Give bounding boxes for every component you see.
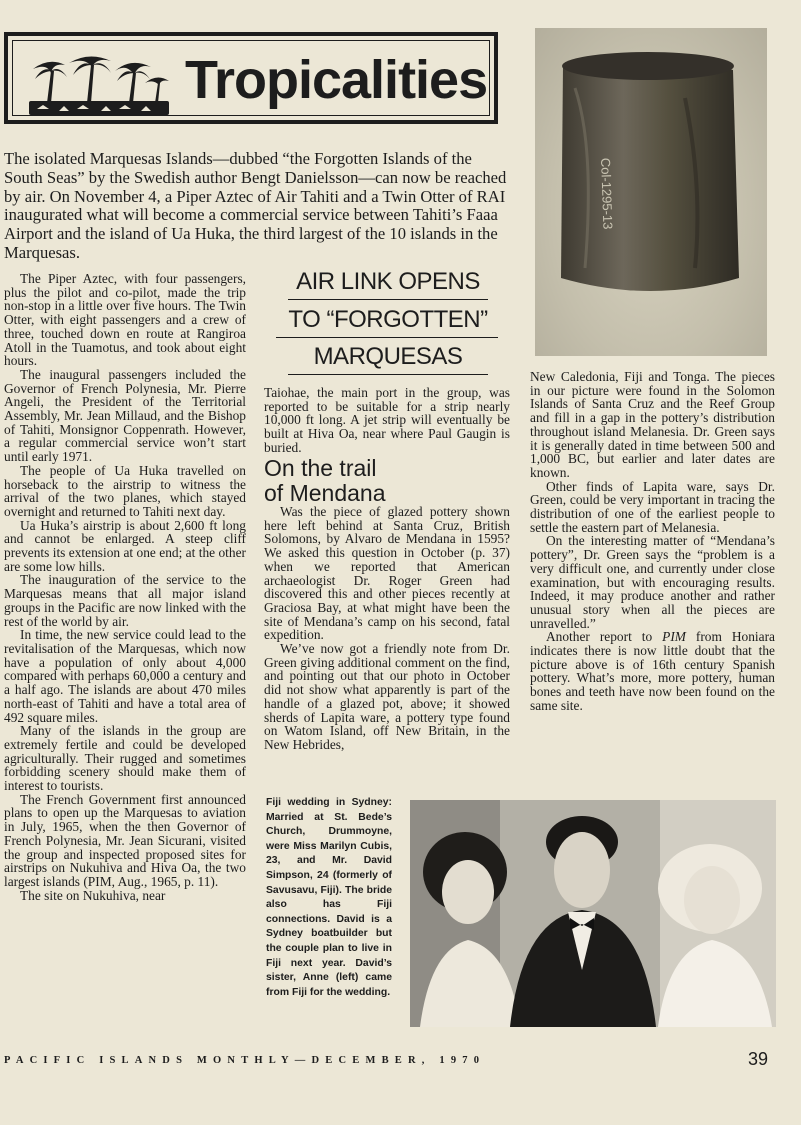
publication-abbrev: PIM: [662, 629, 686, 645]
paragraph: The people of Ua Huka travelled on horseback to the airstrip to witness the arrival of the two planes, which stayed overnight and returned to Tahiti next day.: [4, 462, 246, 519]
paragraph: On the interesting matter of “Mendana’s pottery”, Dr. Green says the “problem is a very difficult one, and currently under close examination, but with encouraging results. Indeed, it may produce another and rather unusual story when all the pieces are unravelled.”: [530, 533, 775, 631]
mendana-article-column-2: [530, 370, 775, 713]
paragraph: We’ve now got a friendly note from Dr. Green giving additional comment on the find, and pointing out that our photo in October did not show what apparently is part of the handle of a glazed pot, above; it showed sherds of Lapita ware, a pottery type found on Watom Island, off New Britain, in the New Hebrides,: [264, 641, 510, 752]
mendana-article-column: [264, 505, 510, 752]
intro-text: The isolated Marquesas Islands—dubbed “the Forgotten Islands of the South Seas” by the Swedish author Bengt Danielsson—can now be reached by air. On November 4, a Piper Aztec of Air Tahiti and a Twin Otter of RAI inaugurated what will become a commercial service between Tahiti’s Faaa Airport and the island of Ua Huka, the third largest of the 10 islands in the Marquesas.: [4, 149, 507, 262]
paragraph: The site on Nukuhiva, near: [20, 887, 166, 903]
photo-caption: Fiji wedding in Sydney: Married at St. Bede’s Church, Drummoyne, were Miss Marilyn Cubis, 23, and Mr. David Simpson, 24 (formerly of Savusavu, Fiji). The bride also has Fiji connections. David is a Sydney boatbuilder but the couple plan to live in Fiji next year. David’s sister, Anne (left) came from Fiji for the wedding.: [266, 797, 392, 998]
header-frame: [12, 40, 490, 116]
headline-rule: [276, 337, 498, 338]
text-span: Another report to: [546, 629, 663, 645]
headline-rule: [288, 374, 488, 375]
paragraph: Many of the islands in the group are extremely fertile and could be developed agriculturally. Their rugged and sometimes forbidding scenery should make them of interest to tourists.: [4, 723, 246, 794]
pottery-illustration: [535, 28, 767, 356]
palm-trees-logo: [29, 51, 169, 117]
subheading-line-2: of Mendana: [264, 480, 386, 506]
article-column-1: [4, 272, 246, 902]
paragraph: New Caledonia, Fiji and Tonga. The pieces in our picture were found in the Solomon Islands of Santa Cruz and the Reef Group and fill in a gap in the pottery’s distribution throughout island Melanesia. Dr. Green says it is generally dated in time between 500 and 1,000 BC, but earlier and later dates are known.: [530, 369, 775, 480]
paragraph: In time, the new service could lead to the revitalisation of the Marquesas, which now have a population of only about 4,000 compared with perhaps 60,000 a century and a half ago. The islands are about 470 miles north-east of Tahiti and have a total area of 492 square miles.: [4, 627, 246, 725]
wedding-illustration: [410, 800, 776, 1027]
wedding-photo: [410, 800, 776, 1027]
paragraph: The inauguration of the service to the Marquesas means that all major island groups in the Pacific are now linked with the rest of the world by air.: [4, 572, 246, 629]
page-number: 39: [747, 1049, 768, 1069]
pottery-photo: [535, 28, 767, 356]
text-span: from Honiara indicates there is now little doubt that the picture above is of 16th century Spanish pottery. What’s more, more pottery, human bones and teeth have now been found on the same site.: [530, 629, 776, 713]
paragraph: The French Government first announced plans to open up the Marquesas to aviation in July, 1965, when the then Governor of French Polynesia, Mr. Jean Sicurani, visited the group and inspected proposed sites for airstrips on Nukuhiva and Hiva Oa, the two largest islands (PIM, Aug., 1965, p. 11).: [4, 791, 246, 889]
headline-line-1: AIR LINK OPENS: [296, 268, 480, 295]
subheading-line-1: On the trail: [264, 455, 377, 481]
paragraph: The inaugural passengers included the Governor of French Polynesia, Mr. Pierre Angeli, the President of the Territorial Assembly, Mr. Jean Millaud, and the Bishop of Tahiti, Monsignor Coppenrath. However, a regular commercial service won’t start until early 1971.: [4, 366, 246, 465]
section-title: Tropicalities: [185, 50, 488, 110]
paragraph: The Piper Aztec, with four passengers, plus the pilot and co-pilot, made the trip non-stop in a little over five hours. The Twin Otter, with eight passengers and a crew of three, touched down en route at Rangiroa Atoll in the Tuamotus, and took about eight hours.: [4, 271, 246, 369]
intro-paragraph: [4, 150, 512, 263]
paragraph: Taiohae, the main port in the group, was reported to be suitable for a strip nearly 10,000 ft long. A jet strip will eventually be built at Hiva Oa, near where Paul Gaugin is buried.: [264, 385, 510, 455]
paragraph: [530, 630, 775, 712]
paragraph: Other finds of Lapita ware, says Dr. Green, could be very important in tracing the distribution of one of the earliest people to settle the eastern part of Melanesia.: [530, 478, 775, 535]
header-box: [4, 32, 498, 124]
paragraph: Was the piece of glazed pottery shown here left behind at Santa Cruz, British Solomons, by Alvaro de Mendana in 1595? We asked this question in October (p. 37) when we reported that American archaeologist Dr. Roger Green had discovered this and other pieces recently at Graciosa Bay, at what might have been the site of Mendana’s camp on his second, fatal expedition.: [264, 504, 510, 643]
headline-line-3: MARQUESAS: [313, 343, 463, 370]
paragraph: Ua Huka’s airstrip is about 2,600 ft long and cannot be enlarged. A steep cliff prevents its extension at one end; at the other are some low hills.: [4, 517, 246, 574]
subheading: [264, 456, 510, 506]
page-footer: [4, 1049, 794, 1072]
headline-rule: [288, 299, 488, 300]
headline-line-2: TO “FORGOTTEN”: [288, 306, 488, 333]
article-column-2-continued: [264, 386, 510, 455]
pottery-label: Col-1295-13: [598, 157, 616, 230]
publication-line: PACIFIC ISLANDS MONTHLY—DECEMBER, 1970: [4, 1055, 486, 1066]
